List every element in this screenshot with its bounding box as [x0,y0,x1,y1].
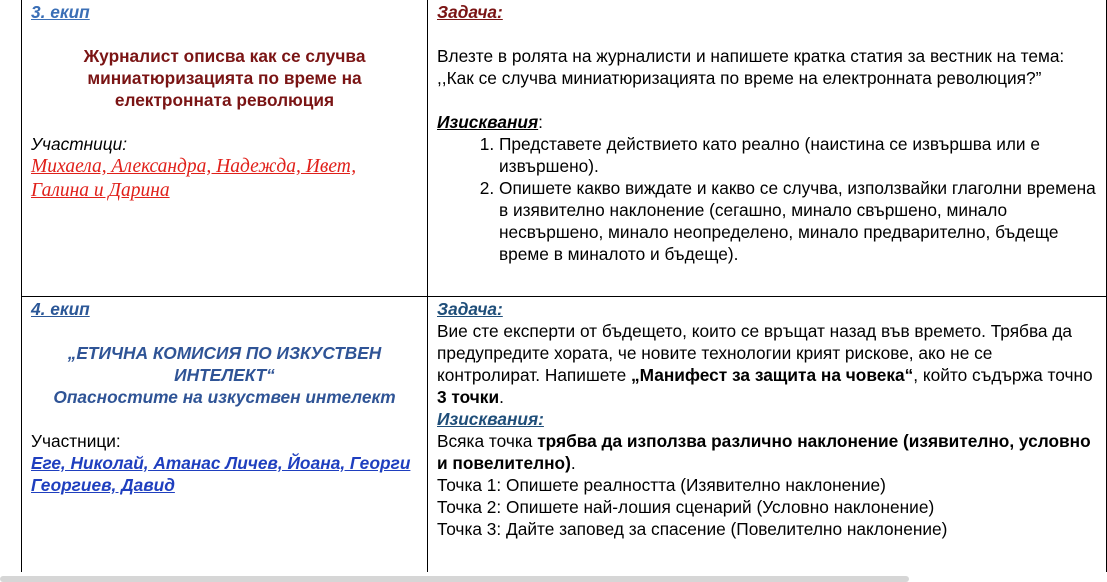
team-3-task-cell: Задача: Влезте в ролята на журналисти и напишете кратка статия за вестник на тема: ,,Как се случва миниатюризацията по време на електронната революция?” Изисквания: 1. Представете действието като реално (наистина се извършва или е извършено). 2. Опишете какво виждате и какво се случва, използвайки глаголни времена в изявително наклонение (сегашно, минало свършено, минало несвършено, минало неопределено, минало предварително, бъдеще време в миналото и бъдеще). [428,0,1106,296]
team-4-row [22,297,1106,572]
requirement-item: 1. Представете действието като реално (наистина се извършва или е извършено). [499,133,1097,177]
horizontal-scrollbar[interactable] [0,576,909,582]
team-3-row [22,0,1106,297]
team-3-task-text: Влезте в ролята на журналисти и напишете кратка статия за вестник на тема: ,,Как се случва миниатюризацията по време на електронната революция?” [437,46,1065,88]
team-3-label: 3. екип [31,2,90,22]
team-4-participants-label: Участници: [31,431,121,451]
team-4-requirements-heading: Изисквания: [437,409,544,429]
team-3-requirements-heading: Изисквания [437,112,539,132]
point-item: Точка 1: Опишете реалността (Изявително наклонение) [437,475,886,495]
team-4-label: 4. екип [31,299,90,319]
point-item: Точка 3: Дайте заповед за спасение (Повелително наклонение) [437,519,948,539]
team-3-info-cell [22,0,428,296]
team-4-title-line-2: Опасностите на изкуствен интелект [53,387,396,407]
team-3-task-heading: Задача: [437,2,503,22]
team-4-task-heading: Задача: [437,299,503,319]
team-4-title-line-1: „ЕТИЧНА КОМИСИЯ ПО ИЗКУСТВЕН ИНТЕЛЕКТ“ [67,343,382,385]
team-3-title: Журналист описва как се случва миниатюризацията по време на електронната революция [83,46,366,110]
point-item: Точка 2: Опишете най-лошия сценарий (Условно наклонение) [437,497,935,517]
team-3-participants-label: Участници: [31,134,128,154]
team-4-participants: Еге, Николай, Атанас Личев, Йоана, Георги Георгиев, Давид [31,453,411,495]
team-4-title [31,342,418,408]
team-4-task-cell [428,297,1106,572]
team-4-task-text: Вие сте експерти от бъдещето, които се връщат назад във времето. Трябва да предупредите хората, че новите технологии крият рискове, ако не се контролират. Напишете „Манифест за защита на човека“, който съдържа точно 3 точки. [437,321,1093,407]
team-4-requirements-text: Всяка точка трябва да използва различно наклонение (изявително, условно и повелително). [437,431,1091,473]
requirement-item: 2. Опишете какво виждате и какво се случва, използвайки глаголни времена в изявително наклонение (сегашно, минало свършено, минало несвършено, минало неопределено, минало предварително, бъдеще време в миналото и бъдеще). [499,177,1097,265]
team-4-info-cell [22,297,428,572]
team-3-requirements-list [437,133,1097,265]
team-3-participants: Михаела, Александра, Надежда, Ивет, Галина и Дарина [31,156,357,201]
assignments-table [21,0,1107,572]
